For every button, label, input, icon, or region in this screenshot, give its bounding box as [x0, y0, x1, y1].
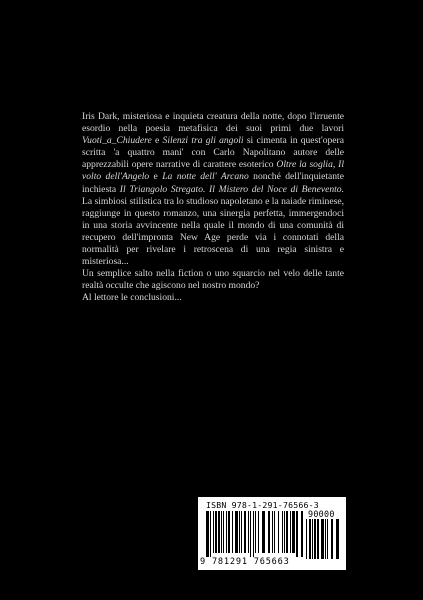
barcode-bar [248, 511, 249, 553]
barcode-bar [239, 511, 240, 553]
barcode-bar [278, 511, 279, 553]
blurb-text: e [151, 135, 163, 147]
barcode-bar [336, 519, 339, 559]
barcode-bar [284, 511, 285, 553]
barcode-bar [327, 519, 328, 559]
barcode-bar [250, 511, 251, 557]
barcode-bar [232, 511, 233, 553]
barcode-bar [301, 511, 303, 557]
barcode-bar [286, 511, 288, 553]
ean-digits: 9 781291 765663 [200, 557, 290, 567]
barcode-bar [244, 511, 246, 553]
barcode-bar [241, 511, 242, 553]
isbn-label: ISBN 978-1-291-76566-3 [206, 500, 319, 510]
ean-barcode-bars [206, 511, 303, 557]
barcode-bar [282, 511, 283, 553]
barcode-bar [215, 511, 217, 553]
blurb-text: e [149, 171, 163, 183]
blurb-text: nonché dell'inquietante inchiesta [82, 171, 344, 195]
book-title: La notte dell' Arcano [162, 171, 249, 183]
barcode-bar [312, 519, 313, 559]
book-title: Il volto dell'Angelo [82, 159, 345, 183]
price-addon-digits: 90000 [308, 509, 335, 519]
barcode-bar [292, 511, 295, 553]
barcode-bar [296, 511, 298, 557]
barcode-bar [321, 519, 324, 559]
barcode-bar [253, 511, 254, 557]
book-title: Oltre la soglia [276, 159, 333, 171]
barcode-bar [331, 519, 333, 559]
barcode-bar [235, 511, 238, 553]
barcode-bar [309, 519, 311, 559]
barcode-bar [314, 519, 316, 559]
barcode-bar [272, 511, 273, 553]
barcode-bar [221, 511, 222, 553]
barcode-bar [325, 519, 326, 559]
blurb-paragraph-3: Al lettore le conclusioni... [82, 292, 182, 304]
barcode-bar [223, 511, 224, 553]
barcode-bar [274, 511, 275, 553]
barcode-bar [290, 511, 291, 553]
barcode-bar [206, 511, 209, 557]
blurb-text: , [332, 159, 339, 171]
book-title: Il Triangolo Stregato. Il Mistero del Noce di Benevento. [119, 183, 345, 195]
barcode-bar [306, 519, 307, 559]
back-cover-blurb [82, 111, 344, 305]
barcode-bar [255, 511, 256, 553]
barcode-bar [317, 519, 319, 559]
blurb-paragraph-1 [82, 111, 344, 268]
barcode-bar [226, 511, 227, 553]
book-title: Vuoti_a_Chiudere [82, 135, 152, 147]
barcode-bar [218, 511, 220, 553]
blurb-text: si cimenta in quest'opera scritta 'a quattro mani' con Carlo Napolitano autore delle apprezzabili opere narrative di carattere esoterico [82, 135, 344, 171]
barcode-bar [213, 511, 214, 553]
book-title: Silenzi tra gli angoli [162, 135, 244, 147]
blurb-paragraph-2: Un semplice salto nella fiction o uno squarcio nel velo delle tante realtà occulte che agiscono nel nostro mondo? [82, 268, 344, 292]
addon-barcode-bars [306, 519, 340, 563]
blurb-text: La simbiosi stilistica tra lo studioso napoletano e la naiade riminese, raggiunge in questo romanzo, una sinergia perfetta, immergendoci in una storia avvincente nella quale il mondo di una comunità di recupero dell'impronta New Age perde via i connotati della normalità per rivelare i retroscena di una regia sinistra e misteriosa... [82, 195, 344, 268]
barcode-bar [258, 511, 259, 553]
barcode-bar [228, 511, 230, 553]
isbn-barcode [198, 497, 346, 570]
barcode-bar [262, 511, 265, 553]
blurb-text: Iris Dark, misteriosa e inquieta creatura della notte, dopo l'irruente esordio nella poesia metafisica dei suoi primi due lavori [82, 111, 344, 135]
barcode-bar [268, 511, 270, 553]
barcode-bar [210, 511, 211, 557]
